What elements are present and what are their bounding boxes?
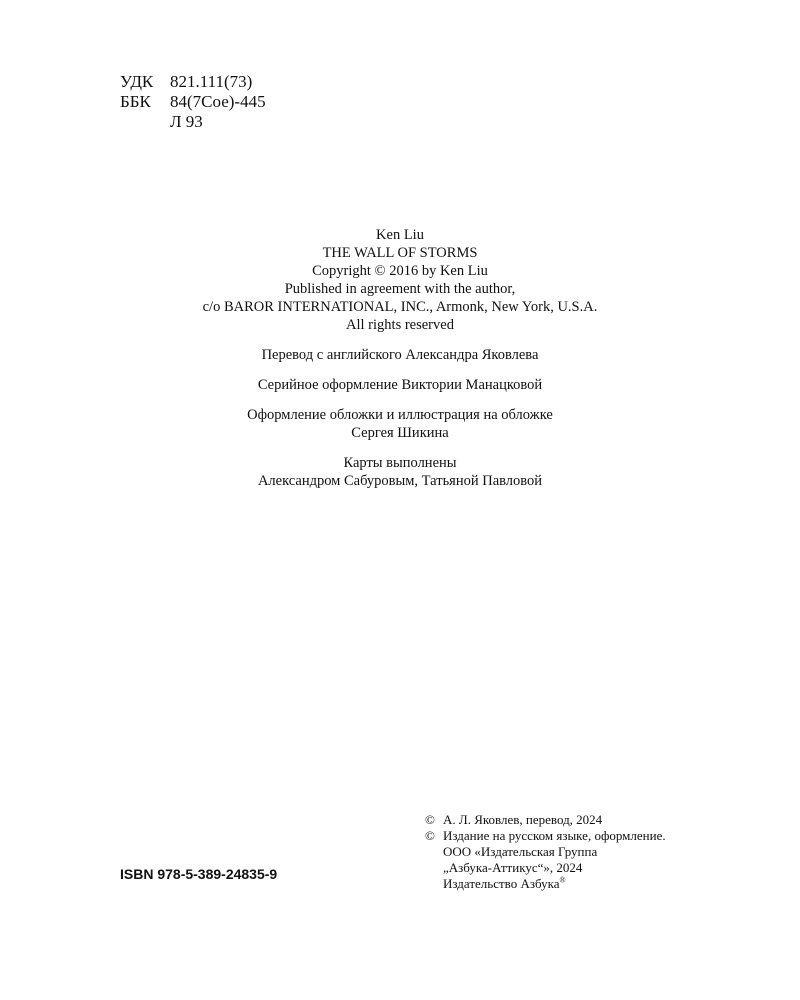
series-design-line: Серийное оформление Виктории Манацковой (257, 377, 543, 393)
bbk-label: ББК (120, 92, 151, 111)
publisher-year-line: „Азбука-Аттикус“», 2024 (443, 860, 583, 875)
publication-agreement: Published in agreement with the author, (284, 281, 516, 297)
bbk-value: 84(7Сое)-445 (170, 92, 266, 111)
copyright-symbol: © (425, 812, 435, 827)
maps-credit (0, 454, 800, 490)
copyright-entry-edition (425, 828, 666, 844)
udc-value: 821.111(73) (170, 72, 253, 91)
publisher-group-line: ООО «Издательская Группа (443, 844, 598, 859)
bbk-row (120, 92, 266, 112)
copyright-entry-translation (425, 812, 666, 828)
copyright-notices (425, 812, 666, 892)
copyright-symbol: © (425, 828, 435, 843)
classification-block (120, 72, 266, 132)
translator-line: Перевод с английского Александра Яковлева (261, 347, 539, 363)
trademark-mark: ® (559, 875, 566, 885)
author-code-row (120, 112, 266, 132)
maps-line-1: Карты выполнены (343, 455, 457, 471)
isbn: ISBN 978-5-389-24835-9 (120, 866, 278, 882)
original-title: THE WALL OF STORMS (322, 245, 478, 261)
original-author: Ken Liu (376, 227, 424, 243)
udc-row (120, 72, 266, 92)
author-code: Л 93 (170, 112, 203, 131)
cover-design-credit (0, 406, 800, 442)
original-edition-info (0, 226, 800, 334)
credits-block (0, 226, 800, 490)
translation-credit (0, 346, 800, 364)
cover-design-line-2: Сергея Шикина (351, 425, 449, 441)
maps-line-2: Александром Сабуровым, Татьяной Павловой (257, 473, 543, 489)
original-copyright: Copyright © 2016 by Ken Liu (312, 263, 488, 279)
publisher-imprint-line (443, 876, 666, 892)
publisher-imprint: Издательство Азбука (443, 876, 560, 891)
literary-agency: c/o BAROR INTERNATIONAL, INC., Armonk, New York, U.S.A. (202, 299, 598, 315)
copyright-edition-text: Издание на русском языке, оформление. (443, 828, 666, 843)
cover-design-line-1: Оформление обложки и иллюстрация на обложке (247, 407, 553, 423)
rights-notice: All rights reserved (346, 317, 454, 333)
series-design-credit (0, 376, 800, 394)
copyright-translation-text: А. Л. Яковлев, перевод, 2024 (443, 812, 603, 827)
udc-label: УДК (120, 72, 154, 91)
